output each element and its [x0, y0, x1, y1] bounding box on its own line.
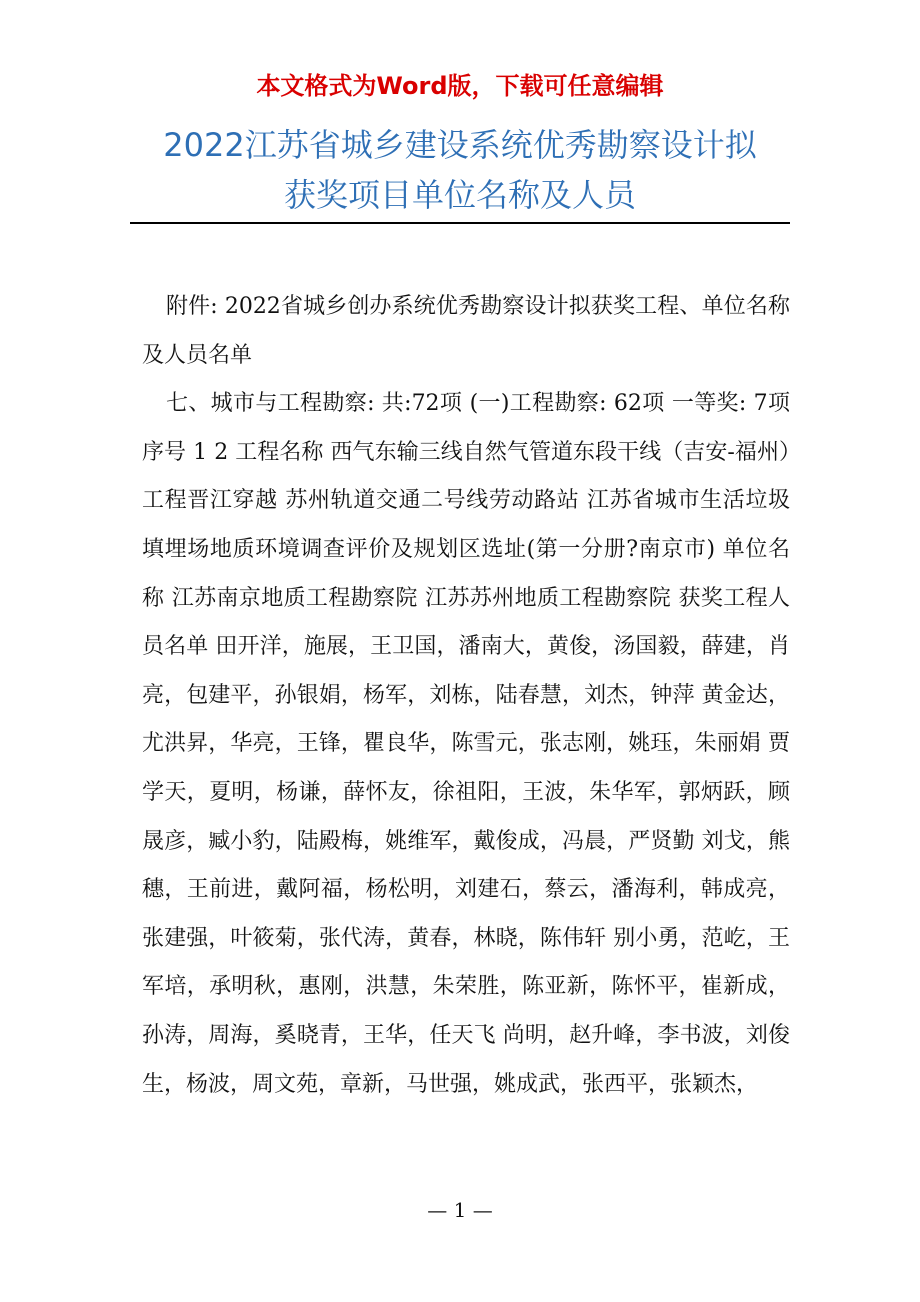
title-divider — [130, 222, 790, 224]
document-title — [100, 120, 820, 220]
attachment-paragraph: 附件: 2022省城乡创办系统优秀勘察设计拟获奖工程、单位名称及人员名单 — [142, 294, 790, 368]
award-list-paragraph: 七、城市与工程勘察: 共:72项 (一)工程勘察: 62项 一等奖: 7项 序号 1 2 工程名称 西气东输三线自然气管道东段干线（吉安-福州）工程晋江穿越 苏州轨道交通二号线劳动路站 江苏省城市生活垃圾填埋场地质环境调查评价及规划区选址(第一分册?南京市) 单位名称 江苏南京地质工程勘察院 江苏苏州地质工程勘察院 获奖工程人员名单 田开洋，施展，王卫国，潘南大，黄俊，汤国毅，薛建，肖亮，包建平，孙银娟，杨军，刘栋，陆春慧，刘杰，钟萍 黄金达，尤洪昇，华亮，王锋，瞿良华，陈雪元，张志刚，姚珏，朱丽娟 贾学天，夏明，杨谦，薛怀友，徐祖阳，王波，朱华军，郭炳跃，顾晟彦，臧小豹，陆殿梅，姚维军，戴俊成，冯晨，严贤勤 刘戈，熊穗，王前进，戴阿福，杨松明，刘建石，蔡云，潘海利，韩成亮，张建强，叶筱菊，张代涛，黄春，林晓，陈伟轩 别小勇，范屹，王军培，承明秋，惠刚，洪慧，朱荣胜，陈亚新，陈怀平，崔新成，孙涛，周海，奚晓青，王华，任天飞 尚明，赵升峰，李书波，刘俊生，杨波，周文苑，章新，马世强，姚成武，张西平，张颖杰， — [142, 391, 790, 1097]
document-body — [142, 283, 790, 1109]
page-number: — 1 — — [427, 1198, 493, 1222]
title-line-2: 获奖项目单位名称及人员 — [283, 176, 636, 214]
title-line-1: 2022江苏省城乡建设系统优秀勘察设计拟 — [163, 126, 757, 164]
word-format-notice: 本文格式为Word版，下载可任意编辑 — [256, 72, 664, 100]
